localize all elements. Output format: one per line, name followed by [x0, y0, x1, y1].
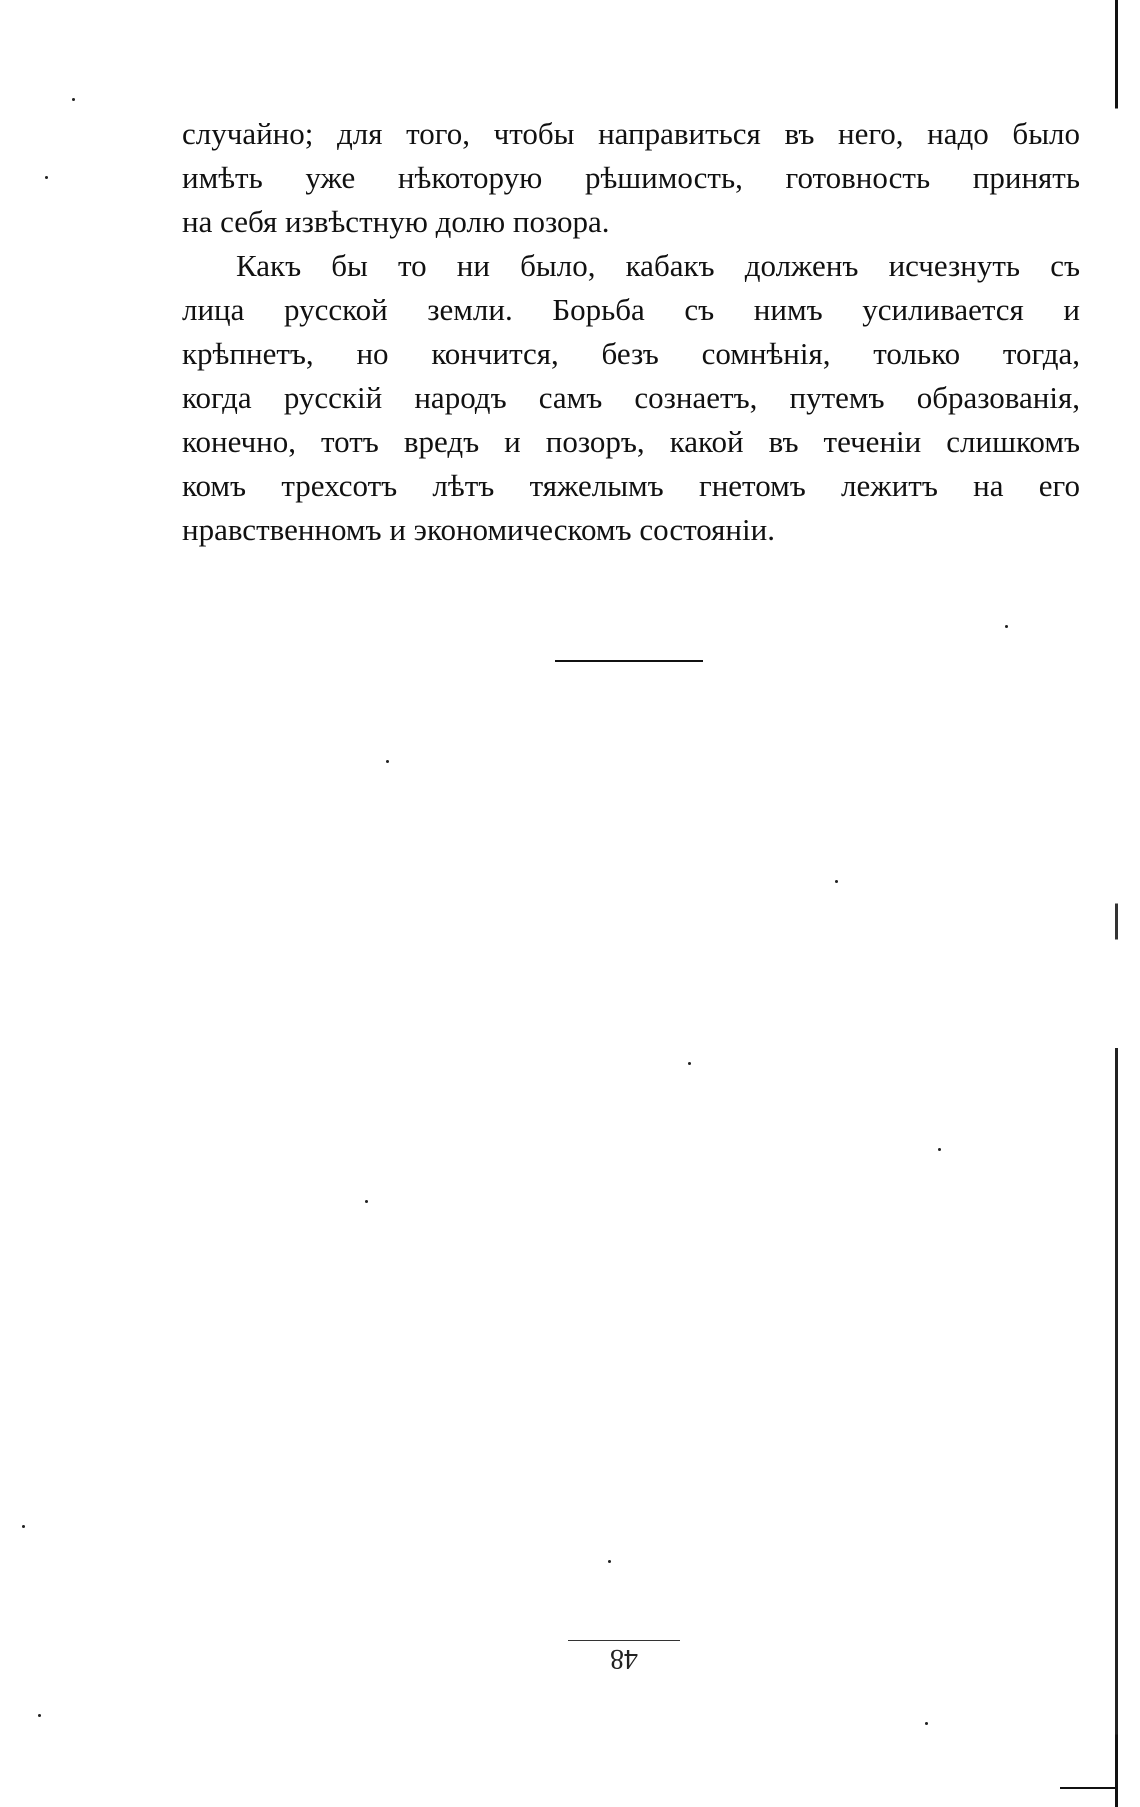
scan-edge-bottom [1060, 1787, 1118, 1789]
text-line: случайно; для того, чтобы направиться въ него, надо было [182, 116, 1080, 151]
scan-speck [386, 760, 389, 763]
scan-speck [72, 98, 75, 101]
text-line: нравственномъ и экономическомъ состояніи. [182, 512, 775, 547]
section-divider [555, 660, 703, 662]
scan-speck [45, 176, 48, 179]
scan-speck [38, 1714, 41, 1717]
text-line: Какъ бы то ни было, кабакъ долженъ исчезнуть съ [236, 248, 1080, 283]
scan-speck [608, 1560, 611, 1563]
scan-speck [22, 1525, 25, 1528]
text-line: на себя извѣстную долю позора. [182, 204, 610, 239]
text-line: когда русскій народъ самъ сознаетъ, путемъ образованія, [182, 380, 1080, 415]
scan-edge-right [1115, 0, 1118, 1807]
text-line: имѣть уже нѣкоторую рѣшимость, готовность принять [182, 160, 1080, 195]
scan-speck [688, 1062, 691, 1065]
scan-speck [938, 1148, 941, 1151]
scan-speck [365, 1200, 368, 1203]
page-number: 48 [610, 1643, 638, 1674]
text-line: конечно, тотъ вредъ и позоръ, какой въ теченіи слишкомъ [182, 424, 1080, 459]
text-line: лица русской земли. Борьба съ нимъ усиливается и [182, 292, 1080, 327]
body-text [182, 112, 1080, 552]
scan-speck [925, 1722, 928, 1725]
text-line: крѣпнетъ, но кончится, безъ сомнѣнія, только тогда, [182, 336, 1080, 371]
text-line: комъ трехсотъ лѣтъ тяжелымъ гнетомъ лежитъ на его [182, 468, 1080, 503]
scan-speck [835, 880, 838, 883]
scan-speck [1005, 625, 1008, 628]
